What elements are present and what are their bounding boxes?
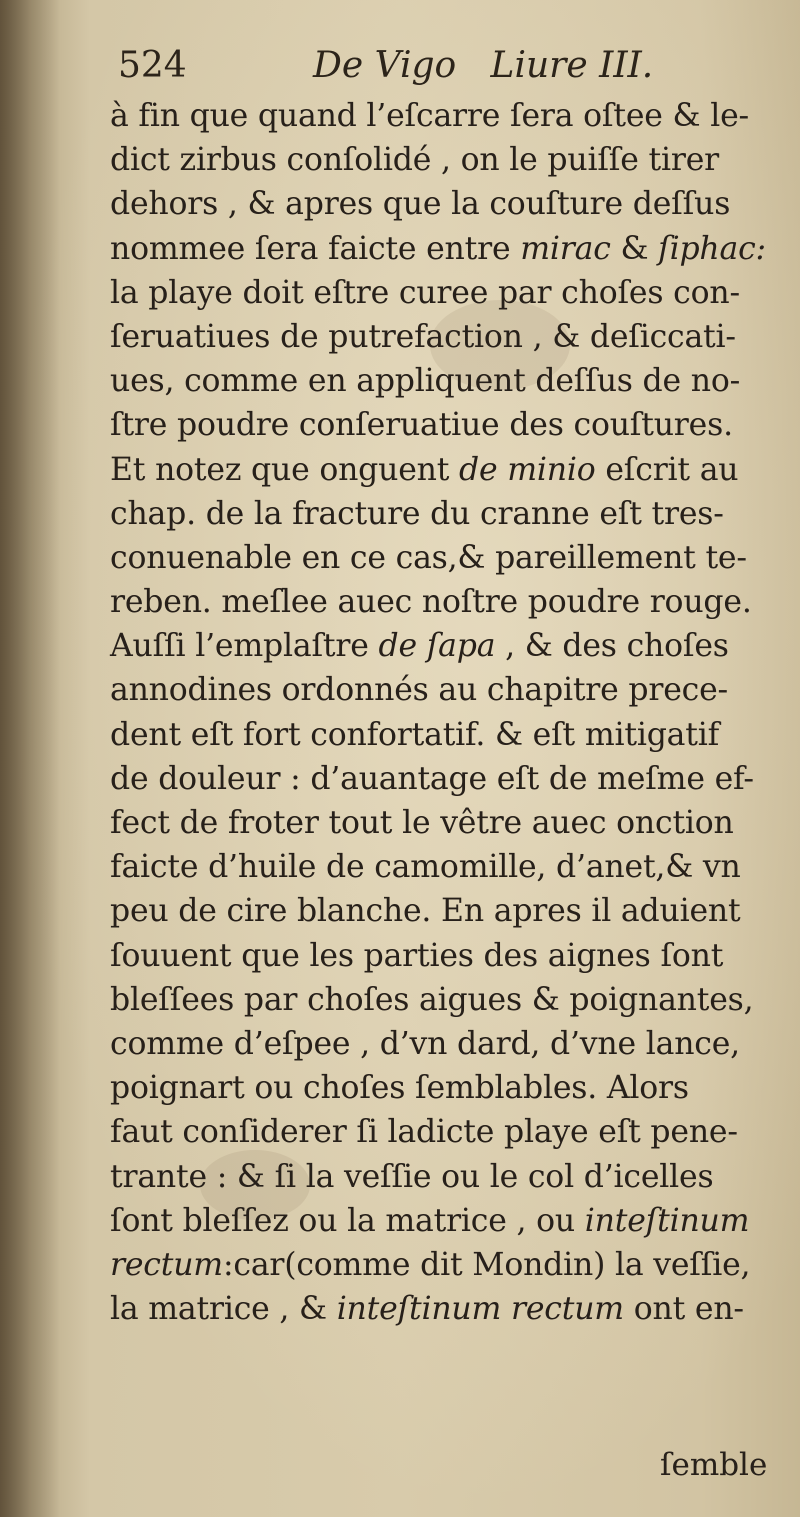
text-run: à fin que quand l’eſcarre ſera oſtee & le-	[110, 98, 749, 134]
italic-text: rectum	[110, 1246, 223, 1283]
italic-text: ſiphac:	[658, 230, 766, 267]
text-run: comme d’eſpee , d’vn dard, d’vne lance,	[110, 1025, 740, 1062]
text-line	[110, 801, 770, 845]
text-run: fect de froter tout le vêtre auec onction	[110, 805, 734, 841]
text-run: &	[610, 230, 659, 267]
text-line	[110, 138, 770, 182]
text-line	[110, 934, 770, 978]
page-header	[118, 40, 738, 92]
text-run: dehors , & apres que la couſture deſſus	[110, 186, 731, 223]
text-line	[110, 1022, 770, 1066]
text-run: eſcrit au	[595, 451, 739, 488]
text-line	[110, 1287, 770, 1331]
text-line	[110, 757, 770, 801]
running-title: De Vigo Liure III.	[313, 45, 654, 86]
text-line	[110, 536, 770, 580]
text-run: peu de cire blanche. En apres il aduient	[110, 893, 741, 930]
body-text	[110, 94, 770, 1331]
text-run: dict zirbus conſolidé , on le puiſſe tirer	[110, 142, 720, 179]
text-line	[110, 1066, 770, 1110]
text-run: conuenable en ce cas,& pareillement te-	[110, 539, 747, 576]
text-run: ſtre poudre conſeruatiue des couſtures.	[110, 407, 733, 444]
page-number: 524	[118, 45, 187, 86]
text-run: ſouuent que les parties des aignes ſont	[110, 937, 724, 974]
text-run: la matrice , &	[110, 1291, 337, 1328]
text-run: faicte d’huile de camomille, d’anet,& vn	[110, 849, 741, 886]
text-run: :car(comme dit Mondin) la veſſie,	[222, 1246, 751, 1283]
text-run: nommee ſera faicte entre	[110, 230, 521, 267]
text-run: ſeruatiues de putrefaction , & deſiccati-	[110, 318, 736, 355]
text-run: dent eſt fort confortatif. & eſt mitigatif	[110, 716, 720, 753]
text-run: reben. meſlee auec noſtre poudre rouge.	[110, 584, 752, 621]
text-line	[110, 978, 770, 1022]
text-line	[110, 845, 770, 889]
text-run: chap. de la fracture du cranne eſt tres-	[110, 495, 724, 532]
text-run: Auſſi l’emplaſtre	[110, 628, 379, 665]
text-run: ſont bleſſez ou la matrice , ou	[110, 1202, 585, 1239]
text-line	[110, 889, 770, 933]
italic-text: inteſtinum rectum	[336, 1291, 624, 1328]
italic-text: de minio	[459, 451, 596, 488]
text-line	[110, 403, 770, 447]
text-line	[110, 668, 770, 712]
italic-text: de ſapa	[378, 628, 496, 665]
text-line	[110, 1199, 770, 1243]
catchword: ſemble	[660, 1447, 768, 1483]
text-line	[110, 492, 770, 536]
text-run: ues, comme en appliquent deſſus de no-	[110, 363, 741, 400]
text-line	[110, 1155, 770, 1199]
text-run: Et notez que onguent	[110, 451, 460, 488]
text-line	[110, 94, 770, 138]
text-run: de douleur : d’auantage eſt de meſme ef-	[110, 760, 754, 797]
text-run: trante : & ſi la veſſie ou le col d’icelles	[110, 1158, 714, 1195]
text-line	[110, 713, 770, 757]
text-run: faut conſiderer ſi ladicte playe eſt pene-	[110, 1114, 738, 1151]
text-line	[110, 359, 770, 403]
text-run: bleſſees par choſes aigues & poignantes,	[110, 981, 754, 1018]
text-run: , & des choſes	[495, 628, 729, 665]
text-run: annodines ordonnés au chapitre prece-	[110, 672, 729, 709]
text-line	[110, 182, 770, 226]
text-line	[110, 1243, 770, 1287]
spine-shadow	[0, 0, 60, 1517]
text-line	[110, 624, 770, 668]
text-line	[110, 271, 770, 315]
text-line	[110, 448, 770, 492]
italic-text: inteſtinum	[584, 1202, 750, 1239]
text-run: poignart ou choſes ſemblables. Alors	[110, 1070, 689, 1107]
text-run: la playe doit eſtre curee par choſes con-	[110, 274, 740, 311]
text-line	[110, 1110, 770, 1154]
text-run: ont en-	[623, 1291, 744, 1328]
text-line	[110, 315, 770, 359]
text-line	[110, 227, 770, 271]
italic-text: mirac	[520, 230, 611, 267]
text-line	[110, 580, 770, 624]
